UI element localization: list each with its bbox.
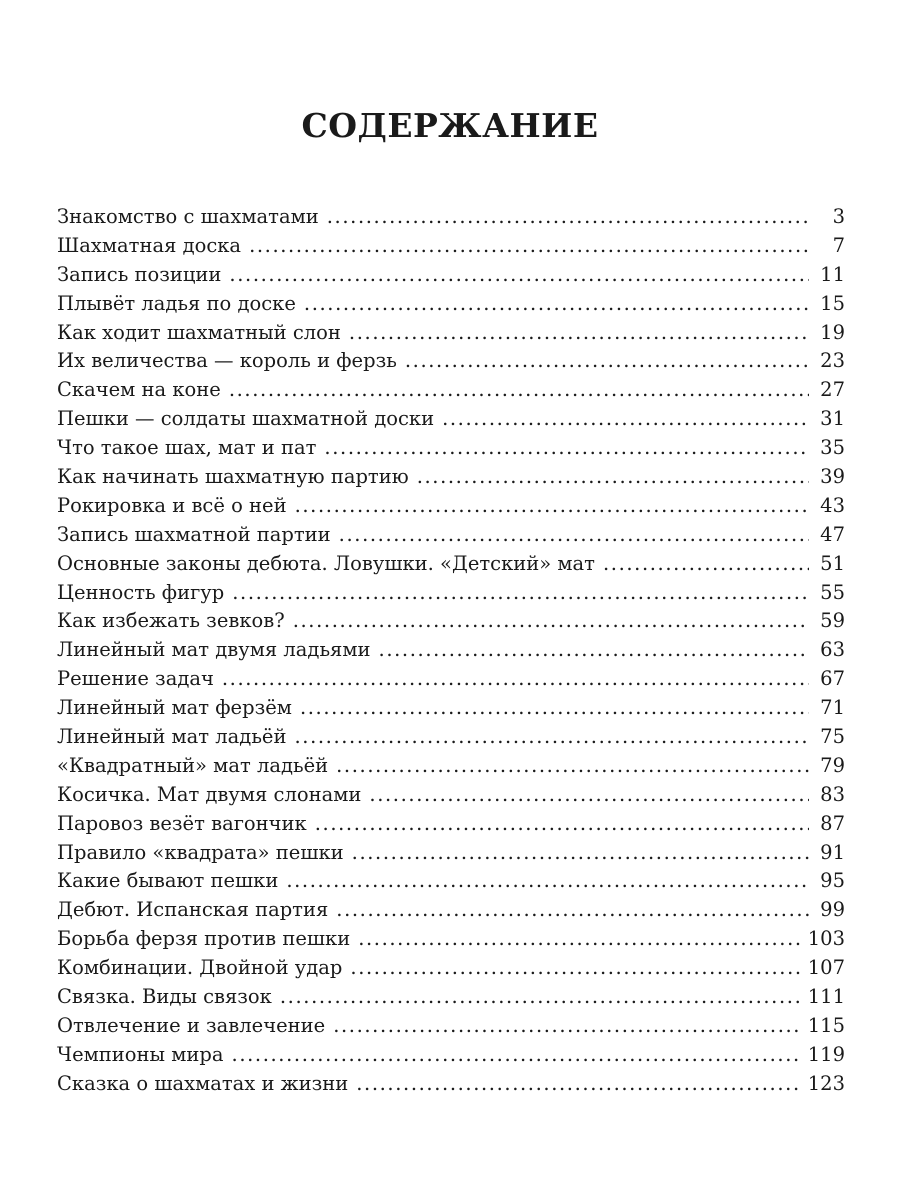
toc-entry [57, 434, 845, 463]
toc-entry [57, 752, 845, 781]
toc-entry-page-number: 55 [820, 580, 845, 604]
toc-entry-page-number: 27 [820, 378, 845, 402]
toc-entry-page-number: 103 [807, 927, 845, 951]
toc-entry [57, 579, 845, 608]
toc-entry [57, 896, 845, 925]
dot-leader [603, 550, 809, 579]
toc-entry-page-number: 123 [807, 1071, 845, 1095]
dot-leader [417, 463, 809, 492]
toc-entry-page-number: 35 [820, 436, 845, 460]
toc-entry-title: Отвлечение и завлечение [57, 1013, 326, 1037]
dot-leader [405, 347, 809, 376]
dot-leader [229, 261, 809, 290]
toc-entry-title: Запись позиции [57, 262, 222, 286]
dot-leader [327, 203, 809, 232]
dot-leader [349, 319, 809, 348]
toc-entry-title: Их величества — король и ферзь [57, 349, 397, 373]
toc-entry-page-number: 111 [807, 985, 845, 1009]
toc-entry-page-number: 63 [820, 638, 845, 662]
toc-entry-title: Паровоз везёт вагончик [57, 811, 307, 835]
dot-leader [300, 694, 809, 723]
toc-entry-page-number: 19 [820, 320, 845, 344]
toc-entry-title: Дебют. Испанская партия [57, 898, 329, 922]
toc-entry-page-number: 11 [820, 262, 845, 286]
toc-entry [57, 1070, 845, 1099]
dot-leader [336, 752, 809, 781]
table-of-contents [57, 203, 845, 1099]
toc-entry [57, 983, 845, 1012]
toc-entry [57, 694, 845, 723]
toc-entry [57, 521, 845, 550]
page-title: СОДЕРЖАНИЕ [301, 106, 599, 145]
toc-entry-title: Линейный мат двумя ладьями [57, 638, 371, 662]
dot-leader [232, 1041, 802, 1070]
toc-entry [57, 261, 845, 290]
toc-entry-page-number: 75 [820, 725, 845, 749]
toc-entry [57, 290, 845, 319]
toc-entry [57, 665, 845, 694]
toc-entry [57, 203, 845, 232]
toc-entry-title: Решение задач [57, 667, 214, 691]
toc-entry [57, 550, 845, 579]
toc-entry-page-number: 39 [820, 465, 845, 489]
dot-leader [304, 290, 809, 319]
toc-entry-page-number: 83 [820, 782, 845, 806]
toc-entry-title: Запись шахматной партии [57, 522, 331, 546]
toc-entry-page-number: 51 [820, 551, 845, 575]
toc-entry-title: Чемпионы мира [57, 1042, 224, 1066]
toc-entry-page-number: 31 [820, 407, 845, 431]
toc-entry [57, 1012, 845, 1041]
toc-entry [57, 1041, 845, 1070]
toc-entry-page-number: 3 [832, 205, 845, 228]
toc-entry-title: Рокировка и всё о ней [57, 493, 287, 517]
toc-entry-title: Что такое шах, мат и пат [57, 436, 317, 460]
toc-entry-title: Связка. Виды связок [57, 985, 272, 1009]
dot-leader [286, 867, 809, 896]
toc-entry-page-number: 95 [820, 869, 845, 893]
dot-leader [295, 492, 809, 521]
toc-entry-page-number: 43 [820, 493, 845, 517]
dot-leader [324, 434, 809, 463]
toc-entry-title: Пешки — солдаты шахматной доски [57, 407, 435, 431]
toc-entry-title: Линейный мат ферзём [57, 696, 292, 720]
toc-entry [57, 607, 845, 636]
toc-entry-page-number: 23 [820, 349, 845, 373]
toc-entry-title: «Квадратный» мат ладьёй [57, 753, 329, 777]
toc-entry [57, 376, 845, 405]
dot-leader [222, 665, 809, 694]
dot-leader [339, 521, 809, 550]
toc-entry-page-number: 91 [820, 840, 845, 864]
toc-entry [57, 925, 845, 954]
toc-entry-page-number: 71 [820, 696, 845, 720]
dot-leader [293, 607, 809, 636]
toc-entry [57, 954, 845, 983]
toc-entry-title: Шахматная доска [57, 233, 242, 257]
dot-leader [280, 983, 802, 1012]
toc-entry-page-number: 115 [807, 1013, 845, 1037]
toc-entry-page-number: 15 [820, 291, 845, 315]
dot-leader [229, 376, 809, 405]
toc-entry [57, 492, 845, 521]
toc-entry-page-number: 107 [807, 956, 845, 980]
toc-entry-page-number: 47 [820, 522, 845, 546]
toc-entry-title: Линейный мат ладьёй [57, 725, 287, 749]
dot-leader [442, 405, 809, 434]
dot-leader [352, 839, 809, 868]
toc-entry-page-number: 79 [820, 753, 845, 777]
dot-leader [315, 810, 809, 839]
toc-entry-title: Как начинать шахматную партию [57, 465, 409, 489]
toc-entry-title: Скачем на коне [57, 378, 221, 402]
toc-entry-page-number: 87 [820, 811, 845, 835]
dot-leader [232, 579, 809, 608]
toc-entry-title: Комбинации. Двойной удар [57, 956, 343, 980]
dot-leader [358, 925, 802, 954]
toc-entry-title: Ценность фигур [57, 580, 225, 604]
toc-entry-page-number: 119 [807, 1042, 845, 1066]
toc-entry [57, 723, 845, 752]
dot-leader [333, 1012, 802, 1041]
toc-entry [57, 781, 845, 810]
toc-entry [57, 405, 845, 434]
toc-entry-title: Как избежать зевков? [57, 609, 285, 633]
toc-entry [57, 839, 845, 868]
toc-entry-title: Косичка. Мат двумя слонами [57, 782, 362, 806]
toc-entry-title: Плывёт ладья по доске [57, 291, 296, 315]
dot-leader [294, 723, 809, 752]
toc-entry-title: Как ходит шахматный слон [57, 320, 341, 344]
toc-entry-page-number: 67 [820, 667, 845, 691]
toc-entry-page-number: 99 [820, 898, 845, 922]
toc-entry [57, 347, 845, 376]
toc-entry [57, 463, 845, 492]
dot-leader [336, 896, 809, 925]
dot-leader [369, 781, 809, 810]
toc-entry-title: Знакомство с шахматами [57, 205, 319, 228]
dot-leader [249, 232, 809, 261]
toc-entry-title: Основные законы дебюта. Ловушки. «Детский» мат [57, 551, 595, 575]
dot-leader [350, 954, 801, 983]
dot-leader [356, 1070, 802, 1099]
toc-entry-title: Правило «квадрата» пешки [57, 840, 344, 864]
toc-entry [57, 636, 845, 665]
toc-entry-title: Борьба ферзя против пешки [57, 927, 351, 951]
toc-entry-title: Какие бывают пешки [57, 869, 279, 893]
toc-entry [57, 232, 845, 261]
toc-entry-page-number: 59 [820, 609, 845, 633]
toc-entry [57, 810, 845, 839]
toc-entry-page-number: 7 [832, 233, 845, 257]
toc-entry-title: Сказка о шахматах и жизни [57, 1071, 349, 1095]
toc-entry [57, 867, 845, 896]
dot-leader [379, 636, 809, 665]
toc-entry [57, 319, 845, 348]
